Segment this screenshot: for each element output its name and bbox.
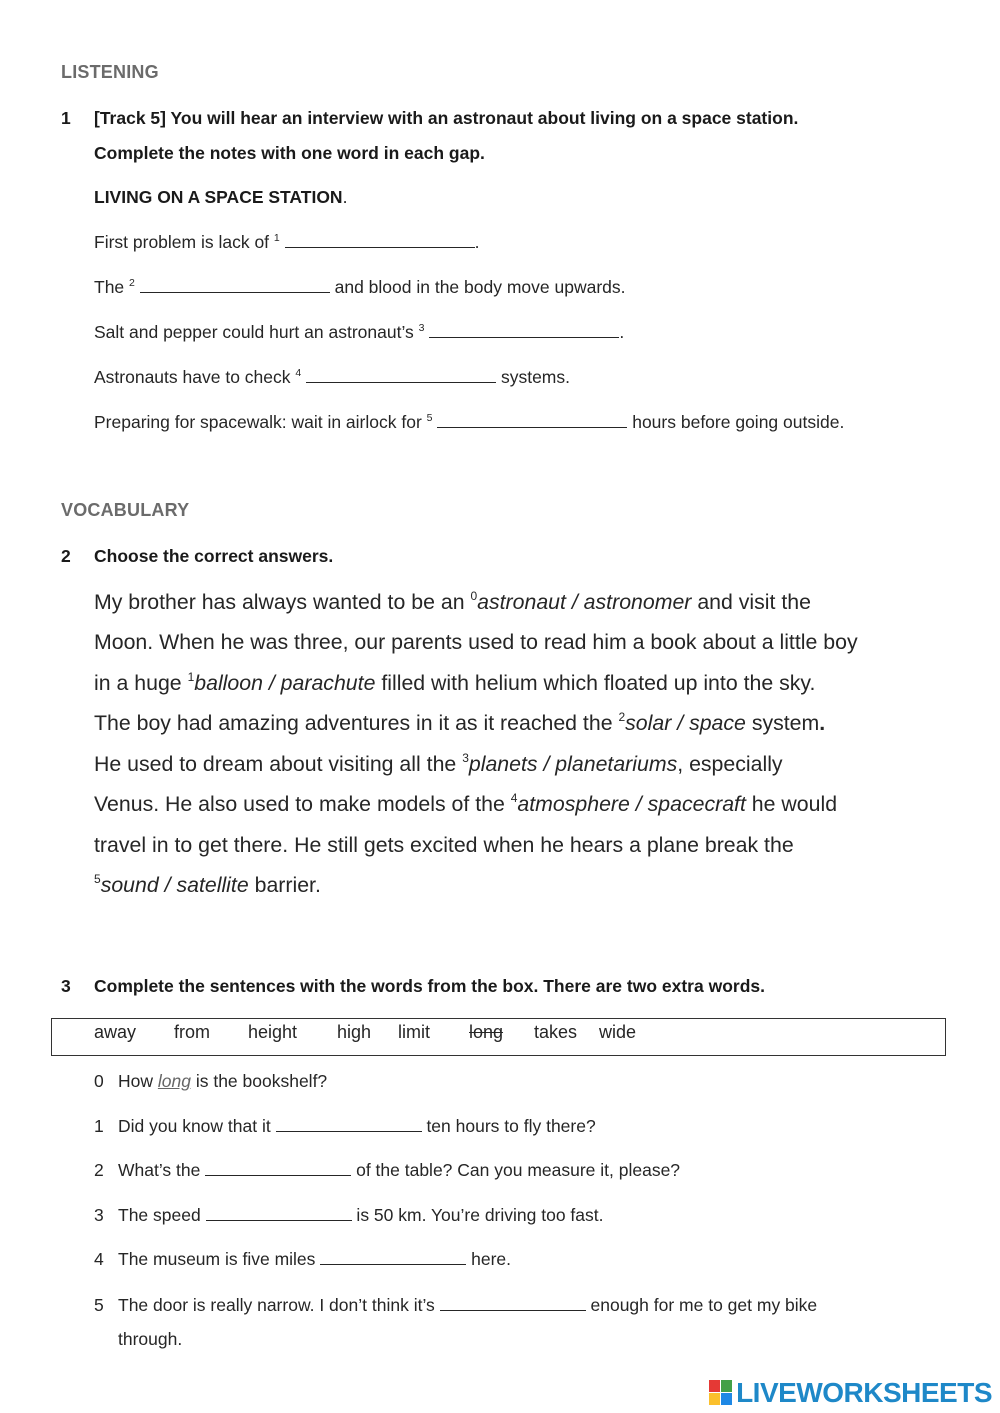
sentence-5: The door is really narrow. I don’t think it’s enough for me to get my bike	[118, 1295, 818, 1315]
sentence-0: How long is the bookshelf?	[118, 1071, 328, 1091]
sentence-5-continuation: through.	[118, 1329, 183, 1349]
sentence-number-4: 4	[94, 1249, 104, 1269]
paragraph-line-1: My brother has always wanted to be an $^0$astronaut / astronomer and visit the	[94, 589, 811, 614]
question-1-instruction-line1: [Track 5] You will hear an interview with an astronaut about living on a space station.	[94, 108, 799, 128]
gap-4[interactable]	[306, 368, 496, 383]
sentence-gap-3[interactable]	[206, 1206, 352, 1221]
gap-3[interactable]	[429, 323, 619, 338]
choice-5[interactable]: sound / satellite	[100, 873, 249, 897]
choice-0[interactable]: astronaut / astronomer	[477, 590, 692, 614]
paragraph-line-3: in a huge $^1$balloon / parachute filled with helium which floated up into the sky.	[94, 670, 816, 695]
sentence-number-2: 2	[94, 1160, 104, 1180]
gap-5[interactable]	[437, 413, 627, 428]
sentence-gap-5[interactable]	[440, 1296, 586, 1311]
sentence-number-1: 1	[94, 1116, 104, 1136]
example-answer: long	[157, 1071, 191, 1091]
gap-1[interactable]	[285, 233, 475, 248]
note-2: The $^2$ and blood in the body move upwards.	[94, 277, 626, 297]
question-2-instruction: Choose the correct answers.	[94, 546, 334, 566]
question-number-3: 3	[61, 976, 71, 996]
box-word-long: long	[469, 1022, 504, 1042]
section-heading-vocabulary: VOCABULARY	[61, 500, 190, 520]
sentence-number-3: 3	[94, 1205, 104, 1225]
sentence-gap-1[interactable]	[276, 1117, 422, 1132]
sentence-number-0: 0	[94, 1071, 104, 1091]
note-1: First problem is lack of $^1$ .	[94, 232, 480, 252]
choice-3[interactable]: planets / planetariums	[468, 752, 678, 776]
box-word-takes: takes	[534, 1022, 578, 1042]
sentence-number-5: 5	[94, 1295, 104, 1315]
paragraph-line-5: He used to dream about visiting all the $^3$planets / planetariums, especially	[94, 751, 783, 776]
question-1-instruction-line2: Complete the notes with one word in each gap.	[94, 143, 485, 163]
note-3: Salt and pepper could hurt an astronaut’s $^3$ .	[94, 322, 625, 342]
box-word-height: height	[248, 1022, 298, 1042]
paragraph-line-6: Venus. He also used to make models of the $^4$atmosphere / spacecraft he would	[94, 791, 838, 816]
liveworksheets-logo	[709, 1378, 992, 1408]
box-word-away: away	[94, 1022, 137, 1042]
sentence-4: The museum is five miles here.	[118, 1249, 512, 1269]
question-3-instruction: Complete the sentences with the words from the box. There are two extra words.	[94, 976, 765, 996]
choice-4[interactable]: atmosphere / spacecraft	[517, 792, 746, 816]
box-word-wide: wide	[599, 1022, 637, 1042]
sentence-gap-4[interactable]	[320, 1250, 466, 1265]
box-word-from: from	[174, 1022, 210, 1042]
section-heading-listening: LISTENING	[61, 62, 159, 82]
note-4: Astronauts have to check $^4$ systems.	[94, 367, 570, 387]
sentence-2: What’s the of the table? Can you measure it, please?	[118, 1160, 681, 1180]
note-5: Preparing for spacewalk: wait in airlock for $^5$ hours before going outside.	[94, 412, 845, 432]
choice-2[interactable]: solar / space	[625, 711, 746, 735]
gap-2[interactable]	[140, 278, 330, 293]
paragraph-line-7: travel in to get there. He still gets excited when he hears a plane break the	[94, 833, 794, 857]
sentence-1: Did you know that it ten hours to fly there?	[118, 1116, 596, 1136]
paragraph-line-8: $^5$sound / satellite barrier.	[94, 872, 321, 897]
sentence-3: The speed is 50 km. You’re driving too fast.	[118, 1205, 604, 1225]
paragraph-line-2: Moon. When he was three, our parents used to read him a book about a little boy	[94, 630, 858, 654]
question-number-1: 1	[61, 108, 71, 128]
sentence-gap-2[interactable]	[205, 1161, 351, 1176]
paragraph-line-4: The boy had amazing adventures in it as it reached the $^2$solar / space system.	[94, 710, 826, 735]
box-word-high: high	[337, 1022, 372, 1042]
liveworksheets-logo-text: LIVEWORKSHEETS	[736, 1377, 992, 1408]
liveworksheets-logo-icon	[709, 1380, 733, 1406]
box-word-limit: limit	[398, 1022, 430, 1042]
notes-title: LIVING ON A SPACE STATION.	[94, 187, 348, 207]
question-number-2: 2	[61, 546, 71, 566]
choice-1[interactable]: balloon / parachute	[194, 671, 376, 695]
